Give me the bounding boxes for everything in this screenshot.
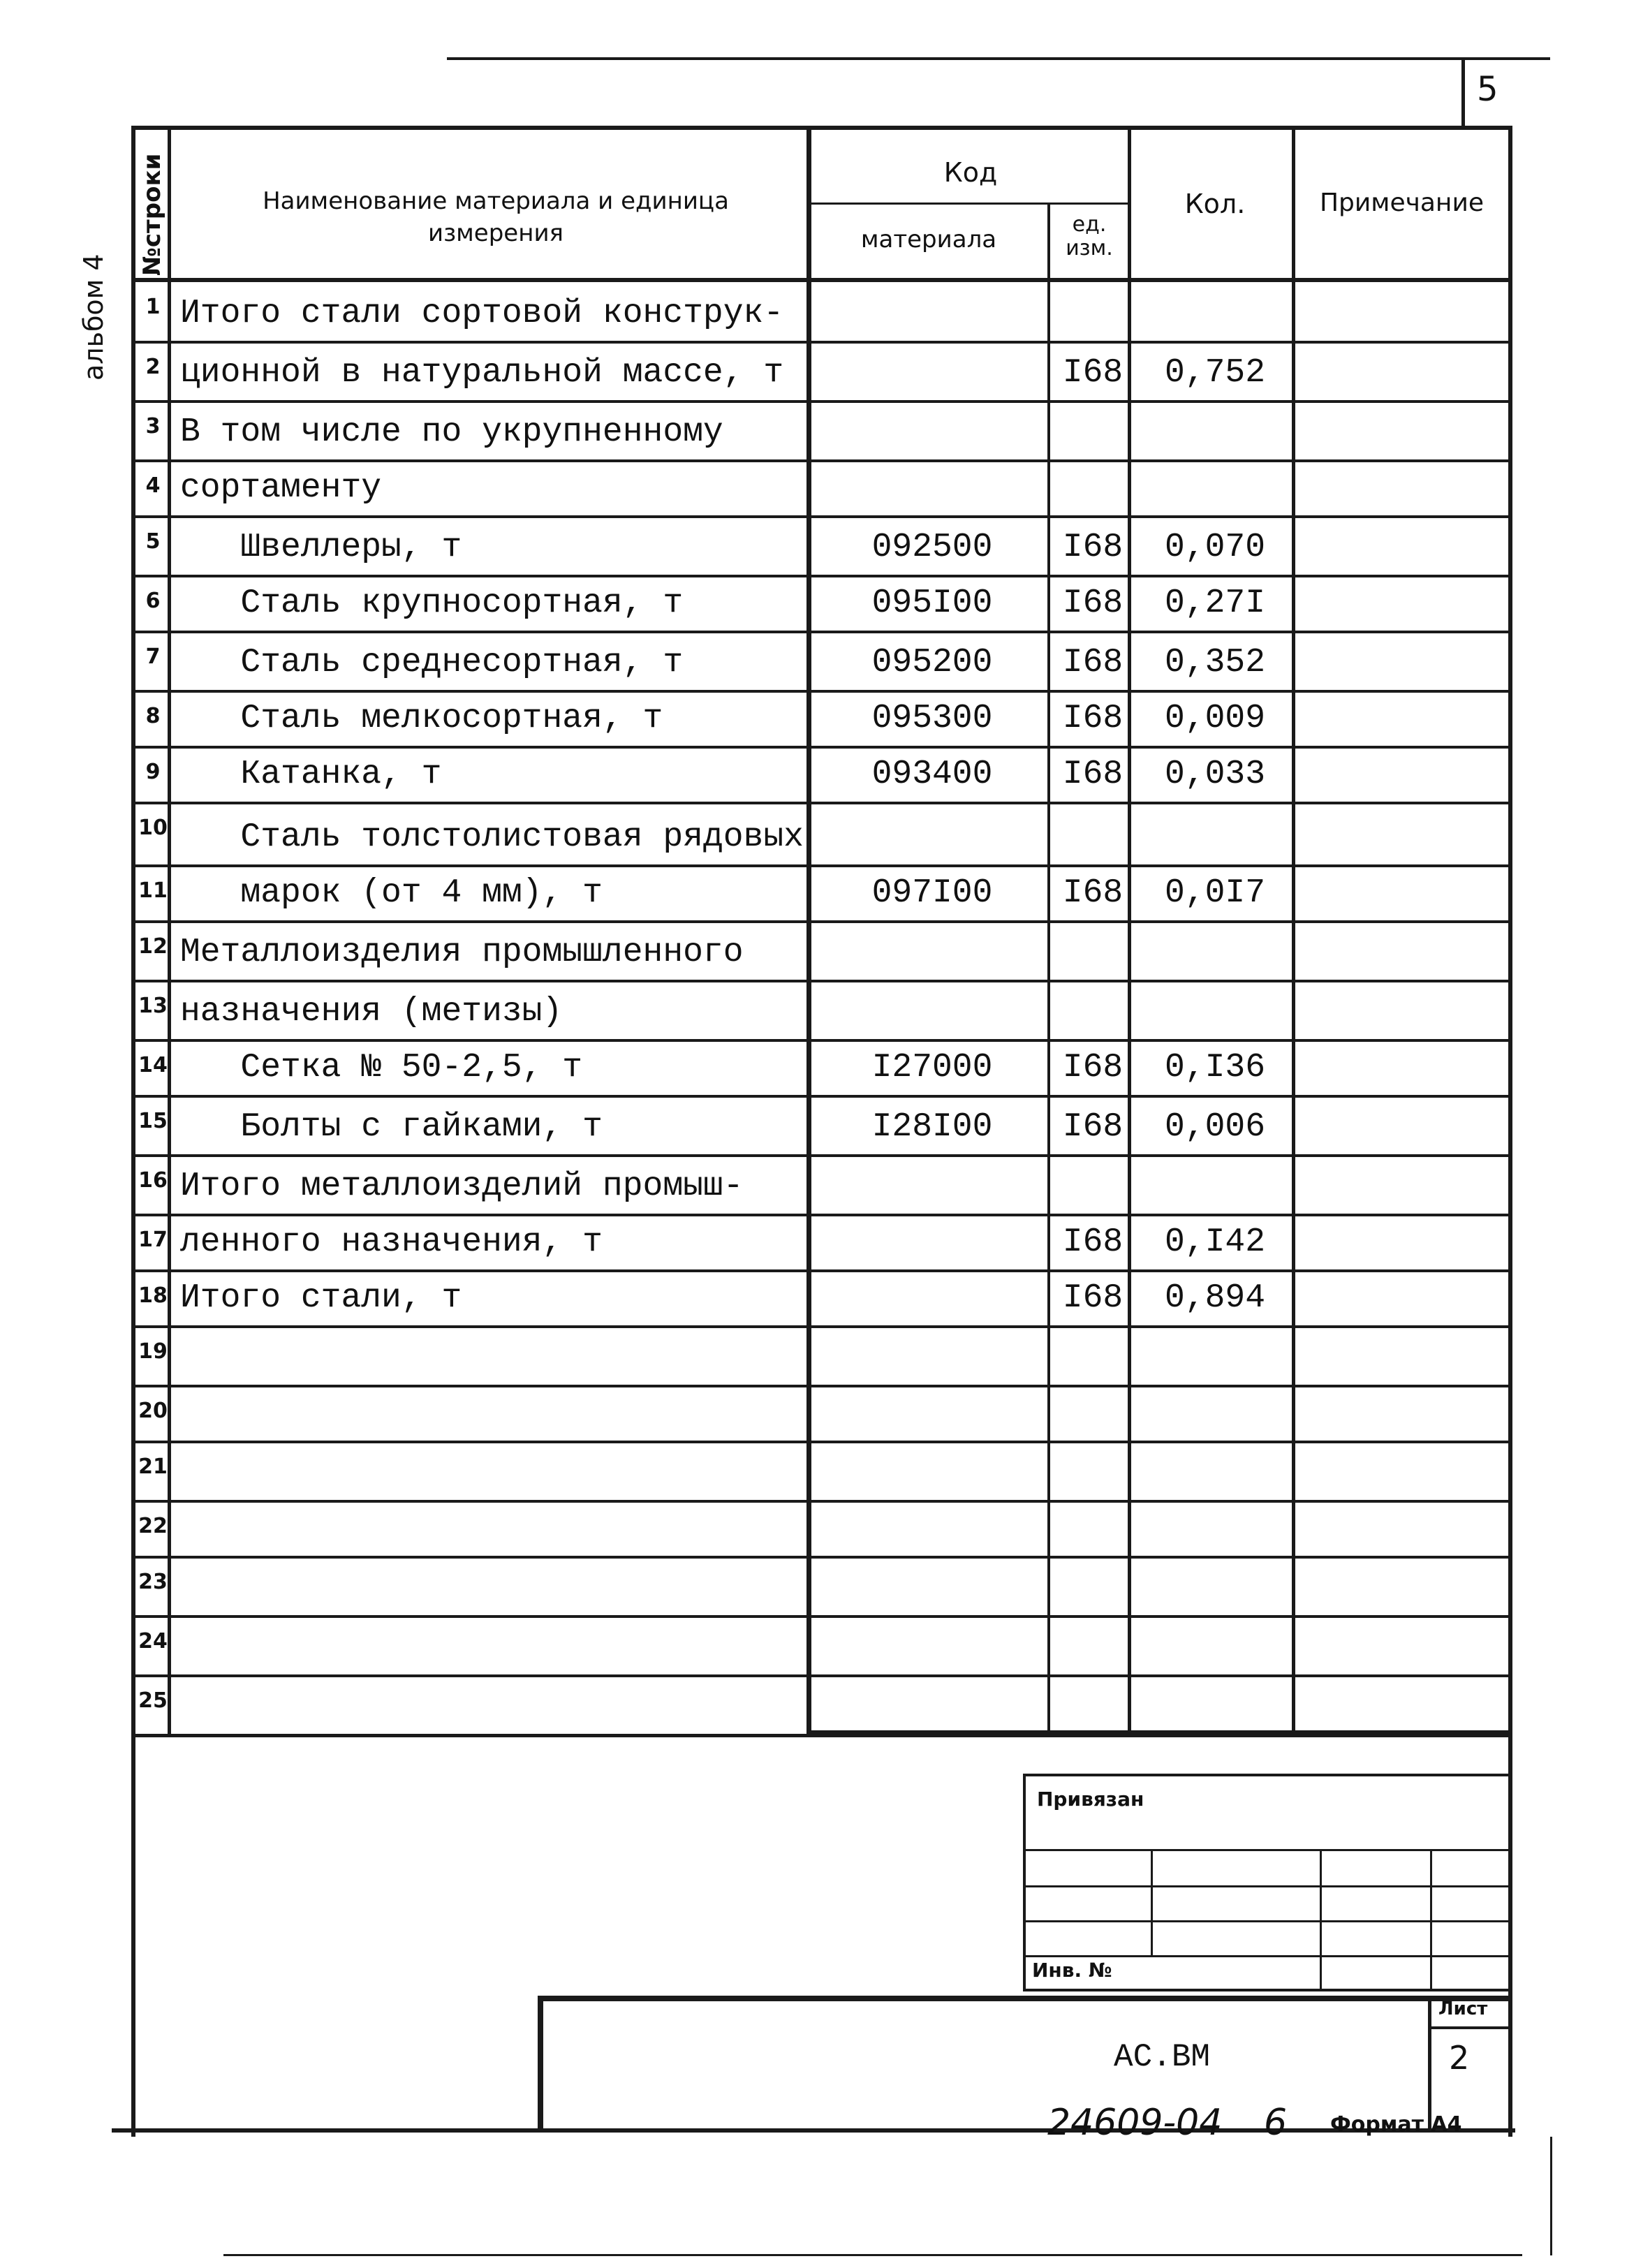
row-name: назначения (метизы)	[180, 993, 563, 1031]
row-code: 095I00	[871, 584, 993, 622]
footer-sheet-index: 6	[1264, 2102, 1288, 2144]
header-note: Примечание	[1319, 189, 1485, 217]
row-number: 25	[138, 1688, 168, 1713]
row-name: ционной в натуральной массе, т	[180, 354, 784, 392]
row-unit: I68	[1062, 1108, 1124, 1146]
row-name: В том числе по укрупненному	[180, 413, 723, 451]
row-unit: I68	[1062, 529, 1124, 566]
row-number: 8	[145, 704, 161, 728]
stamp-doc-code: АС.ВМ	[1114, 2039, 1211, 2075]
row-qty: 0,27I	[1164, 584, 1266, 622]
header-code: Код	[943, 157, 998, 188]
row-qty: 0,0I7	[1164, 874, 1266, 912]
row-name: марок (от 4 мм), т	[180, 874, 603, 912]
stamp-bound-label: Привязан	[1037, 1788, 1144, 1811]
stamp-inv-label: Инв. №	[1032, 1959, 1112, 1982]
row-number: 5	[145, 529, 161, 554]
row-unit: I68	[1062, 1279, 1124, 1317]
row-code: 092500	[871, 529, 993, 566]
row-qty: 0,I36	[1164, 1049, 1266, 1087]
footer-format: Формат А4	[1330, 2112, 1462, 2137]
row-code: 095300	[871, 700, 993, 737]
row-name: Итого стали, т	[180, 1279, 462, 1317]
row-number: 6	[145, 589, 161, 613]
row-number: 16	[138, 1168, 168, 1193]
row-number: 7	[145, 645, 161, 669]
row-number: 9	[145, 760, 161, 784]
footer-doc-number: 24609-04	[1047, 2102, 1223, 2144]
row-code: I27000	[871, 1049, 993, 1087]
stamp-sheet-label: Лист	[1438, 1998, 1488, 2019]
page-number: 5	[1477, 70, 1498, 109]
row-name: ленного назначения, т	[180, 1223, 603, 1261]
row-qty: 0,006	[1164, 1108, 1266, 1146]
row-number: 3	[145, 414, 161, 439]
row-number: 12	[138, 934, 168, 959]
row-number: 23	[138, 1570, 168, 1594]
row-unit: I68	[1062, 1049, 1124, 1087]
row-number: 20	[138, 1399, 168, 1423]
header-code-unit: ед. изм.	[1066, 212, 1113, 260]
row-name: Металлоизделия промышленного	[180, 934, 744, 971]
row-qty: 0,033	[1164, 756, 1266, 793]
row-qty: 0,009	[1164, 700, 1266, 737]
row-unit: I68	[1062, 874, 1124, 912]
row-name: Сетка № 50-2,5, т	[180, 1049, 583, 1087]
side-label: альбом 4	[78, 253, 109, 381]
row-qty: 0,I42	[1164, 1223, 1266, 1261]
stamp-sheet-number: 2	[1449, 2039, 1470, 2077]
row-number: 1	[145, 295, 161, 319]
row-number: 24	[138, 1629, 168, 1654]
row-unit: I68	[1062, 584, 1124, 622]
row-number: 2	[145, 355, 161, 379]
row-name: Сталь среднесортная, т	[180, 644, 684, 682]
row-name: Сталь крупносортная, т	[180, 584, 684, 622]
header-code-material: материала	[860, 226, 997, 253]
row-unit: I68	[1062, 644, 1124, 682]
row-name: Сталь толстолистовая рядовых	[180, 818, 804, 856]
row-name: Сталь мелкосортная, т	[180, 700, 663, 737]
row-unit: I68	[1062, 756, 1124, 793]
row-number: 15	[138, 1109, 168, 1133]
row-number: 17	[138, 1228, 168, 1252]
row-name: Болты с гайками, т	[180, 1108, 603, 1146]
row-code: 095200	[871, 644, 993, 682]
row-qty: 0,752	[1164, 354, 1266, 392]
row-number: 19	[138, 1339, 168, 1364]
row-name: Итого металлоизделий промыш-	[180, 1168, 744, 1205]
row-unit: I68	[1062, 1223, 1124, 1261]
row-unit: I68	[1062, 354, 1124, 392]
row-qty: 0,894	[1164, 1279, 1266, 1317]
row-number: 14	[138, 1053, 168, 1077]
header-name: Наименование материала и единица измерения	[263, 187, 729, 247]
row-number: 21	[138, 1455, 168, 1479]
row-code: 097I00	[871, 874, 993, 912]
row-unit: I68	[1062, 700, 1124, 737]
row-name: Швеллеры, т	[180, 529, 462, 566]
row-number: 4	[145, 473, 161, 498]
row-name: Итого стали сортовой конструк-	[180, 295, 784, 332]
row-number: 10	[138, 816, 168, 840]
row-number: 22	[138, 1514, 168, 1538]
header-row-no: №строки	[138, 153, 166, 276]
row-qty: 0,352	[1164, 644, 1266, 682]
row-number: 11	[138, 878, 168, 903]
row-name: сортаменту	[180, 469, 382, 507]
row-number: 18	[138, 1283, 168, 1308]
row-name: Катанка, т	[180, 756, 442, 793]
header-qty: Кол.	[1184, 189, 1246, 219]
row-code: 093400	[871, 756, 993, 793]
row-code: I28I00	[871, 1108, 993, 1146]
row-number: 13	[138, 994, 168, 1018]
row-qty: 0,070	[1164, 529, 1266, 566]
